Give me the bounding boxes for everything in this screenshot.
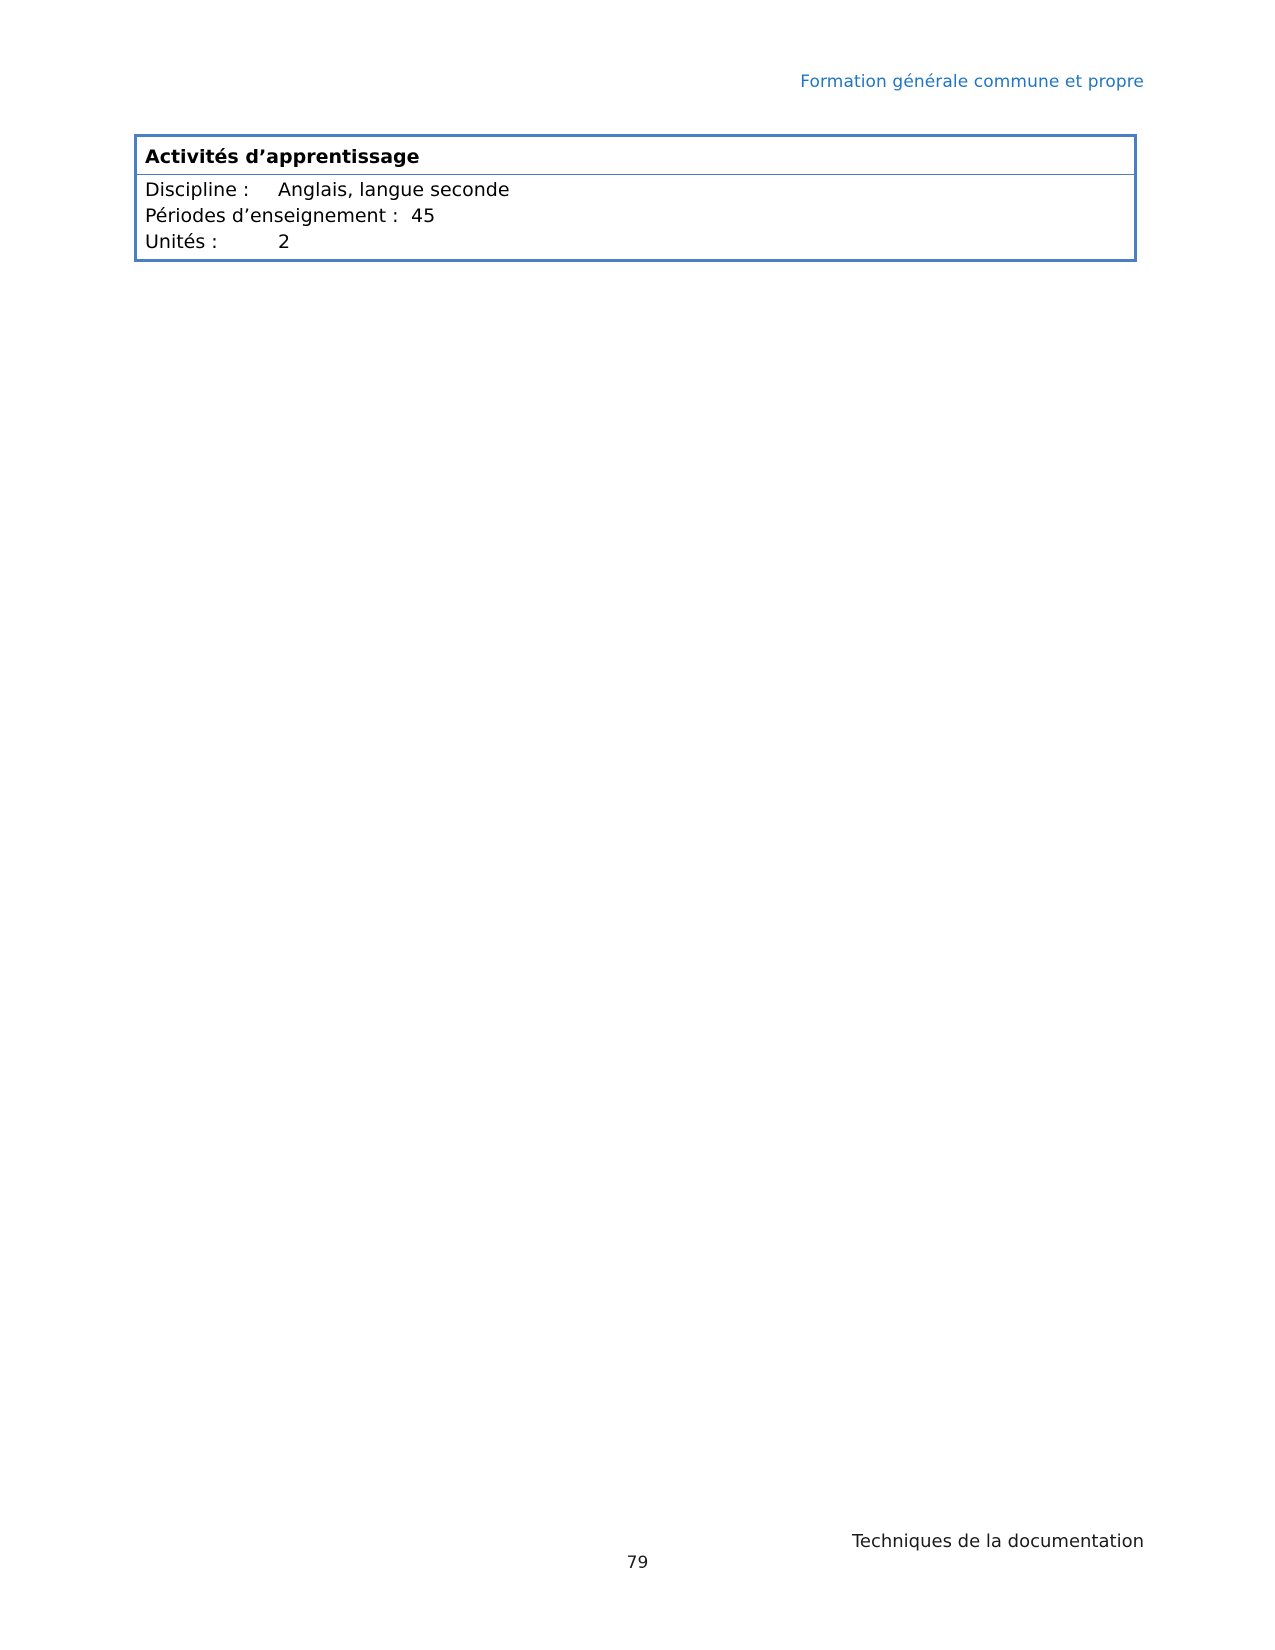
field-value: Anglais, langue seconde	[278, 179, 510, 201]
page-number: 79	[626, 1553, 649, 1573]
activity-box-body	[137, 175, 1134, 259]
footer-program-name: Techniques de la documentation	[851, 1531, 1144, 1552]
field-row-periodes	[145, 203, 1126, 229]
field-value: 2	[278, 231, 291, 253]
activity-box	[134, 134, 1137, 262]
field-label: Unités :	[145, 231, 218, 253]
field-row-unites	[145, 229, 1126, 255]
field-row-discipline	[145, 177, 1126, 203]
field-label: Périodes d’enseignement :	[145, 205, 399, 227]
field-value: 45	[411, 205, 436, 227]
field-label: Discipline :	[145, 179, 250, 201]
running-header: Formation générale commune et propre	[800, 72, 1144, 92]
activity-box-title: Activités d’apprentissage	[137, 137, 1134, 175]
